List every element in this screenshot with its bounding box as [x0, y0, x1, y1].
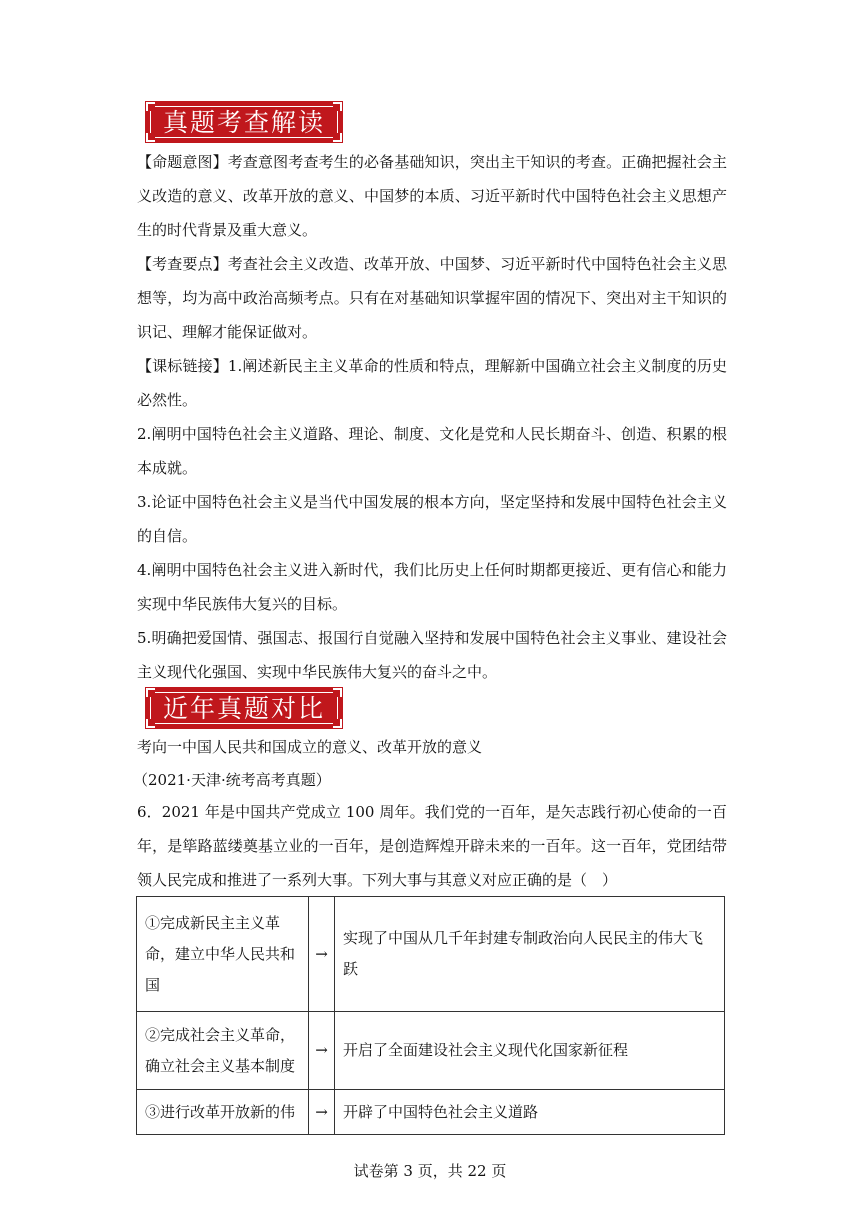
event-cell: ①完成新民主主义革命，建立中华人民共和国	[137, 897, 309, 1012]
meaning-cell: 开辟了中国特色社会主义道路	[335, 1090, 725, 1135]
section-banner-label: 近年真题对比	[162, 694, 325, 723]
curriculum-link-2: 2.阐明中国特色社会主义道路、理论、制度、文化是党和人民长期奋斗、创造、积累的根本成就。	[137, 425, 727, 477]
table-row	[137, 1012, 725, 1090]
page-footer: 试卷第 3 页，共 22 页	[353, 1162, 507, 1180]
curriculum-link-4: 4.阐明中国特色社会主义进入新时代，我们比历史上任何时期都更接近、更有信心和能力实现中华民族伟大复兴的目标。	[137, 561, 727, 613]
topic-heading: 考向一中国人民共和国成立的意义、改革开放的意义	[137, 738, 483, 756]
section-banner-exam-analysis	[145, 101, 343, 143]
event-cell: ②完成社会主义革命，确立社会主义基本制度	[137, 1012, 309, 1090]
event-cell: ③进行改革开放新的伟	[137, 1090, 309, 1135]
intent-paragraph: 【命题意图】考查意图考查考生的必备基础知识，突出主干知识的考查。正确把握社会主义改造的意义、改革开放的意义、中国梦的本质、习近平新时代中国特色社会主义思想产生的时代背景及重大意义。	[137, 153, 727, 239]
curriculum-link-1: 【课标链接】1.阐述新民主主义革命的性质和特点，理解新中国确立社会主义制度的历史必然性。	[137, 357, 727, 409]
key-points-paragraph: 【考查要点】考查社会主义改造、改革开放、中国梦、习近平新时代中国特色社会主义思想等，均为高中政治高频考点。只有在对基础知识掌握牢固的情况下、突出对主干知识的识记、理解才能保证做对。	[137, 255, 727, 341]
table-row	[137, 1090, 725, 1135]
section-banner-label: 真题考查解读	[162, 108, 325, 137]
question-stem: 6．2021 年是中国共产党成立 100 周年。我们党的一百年，是矢志践行初心使命的一百年，是筚路蓝缕奠基立业的一百年，是创造辉煌开辟未来的一百年。这一百年，党团结带领人民完成和推进了一系列大事。下列大事与其意义对应正确的是（ ）	[137, 803, 727, 889]
curriculum-link-5: 5.明确把爱国情、强国志、报国行自觉融入坚持和发展中国特色社会主义事业、建设社会主义现代化强国、实现中华民族伟大复兴的奋斗之中。	[137, 629, 727, 681]
curriculum-link-3: 3.论证中国特色社会主义是当代中国发展的根本方向，坚定坚持和发展中国特色社会主义的自信。	[137, 493, 727, 545]
section-banner-recent-exams	[145, 687, 343, 729]
event-meaning-table	[136, 896, 725, 1135]
question-source: （2021·天津·统考高考真题）	[133, 771, 331, 789]
arrow-icon: →	[309, 1012, 335, 1090]
arrow-icon: →	[309, 1090, 335, 1135]
arrow-icon: →	[309, 897, 335, 1012]
meaning-cell: 实现了中国从几千年封建专制政治向人民民主的伟大飞跃	[335, 897, 725, 1012]
meaning-cell: 开启了全面建设社会主义现代化国家新征程	[335, 1012, 725, 1090]
table-row	[137, 897, 725, 1012]
